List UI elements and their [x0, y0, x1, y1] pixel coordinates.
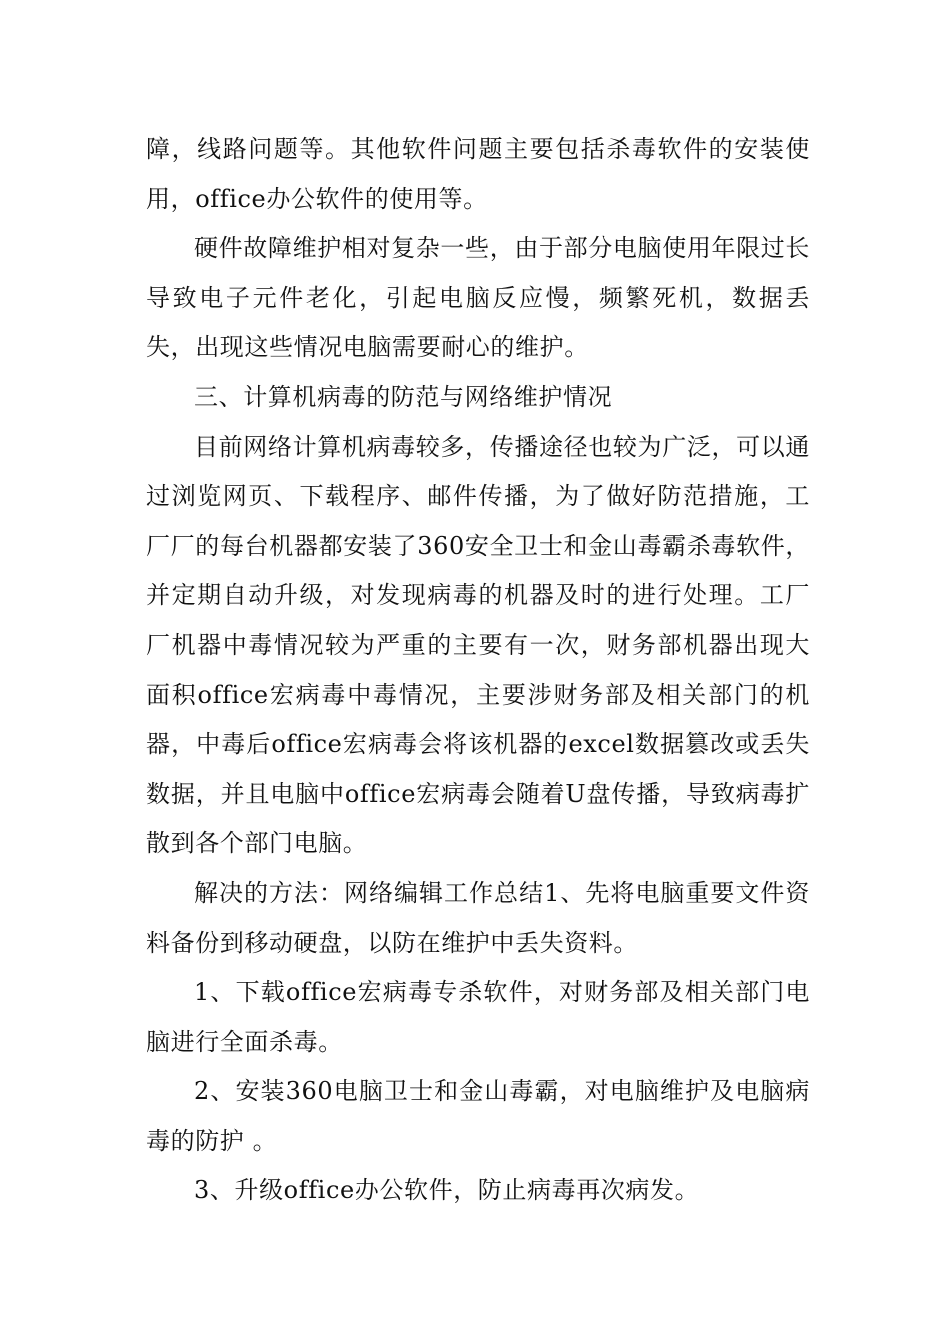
paragraph-virus-situation: 目前网络计算机病毒较多，传播途径也较为广泛，可以通过浏览网页、下载程序、邮件传播，为了做好防范措施，工厂厂的每台机器都安装了360安全卫士和金山毒霸杀毒软件，并定期自动升级，对发现病毒的机器及时的进行处理。工厂厂机器中毒情况较为严重的主要有一次，财务部机器出现大面积office宏病毒中毒情况，主要涉财务部及相关部门的机器，中毒后office宏病毒会将该机器的excel数据篡改或丢失数据，并且电脑中office宏病毒会随着U盘传播，导致病毒扩散到各个部门电脑。: [146, 432, 810, 858]
paragraph-hardware-maintenance: 硬件故障维护相对复杂一些，由于部分电脑使用年限过长导致电子元件老化，引起电脑反应慢，频繁死机，数据丢失，出现这些情况电脑需要耐心的维护。: [146, 234, 810, 362]
list-item-step-2: 2、安装360电脑卫士和金山毒霸，对电脑维护及电脑病毒的防护 。: [146, 1077, 810, 1155]
paragraph-continued: 障，线路问题等。其他软件问题主要包括杀毒软件的安装使用，office办公软件的使用等。: [146, 135, 810, 213]
document-body: [146, 125, 810, 1216]
list-item-step-1: 1、下载office宏病毒专杀软件，对财务部及相关部门电脑进行全面杀毒。: [146, 978, 810, 1056]
list-item-step-3: 3、升级office办公软件，防止病毒再次病发。: [194, 1176, 700, 1205]
section-heading-virus-prevention: 三、计算机病毒的防范与网络维护情况: [194, 382, 613, 411]
paragraph-solution-method: 解决的方法：网络编辑工作总结1、先将电脑重要文件资料备份到移动硬盘，以防在维护中丢失资料。: [146, 878, 810, 957]
